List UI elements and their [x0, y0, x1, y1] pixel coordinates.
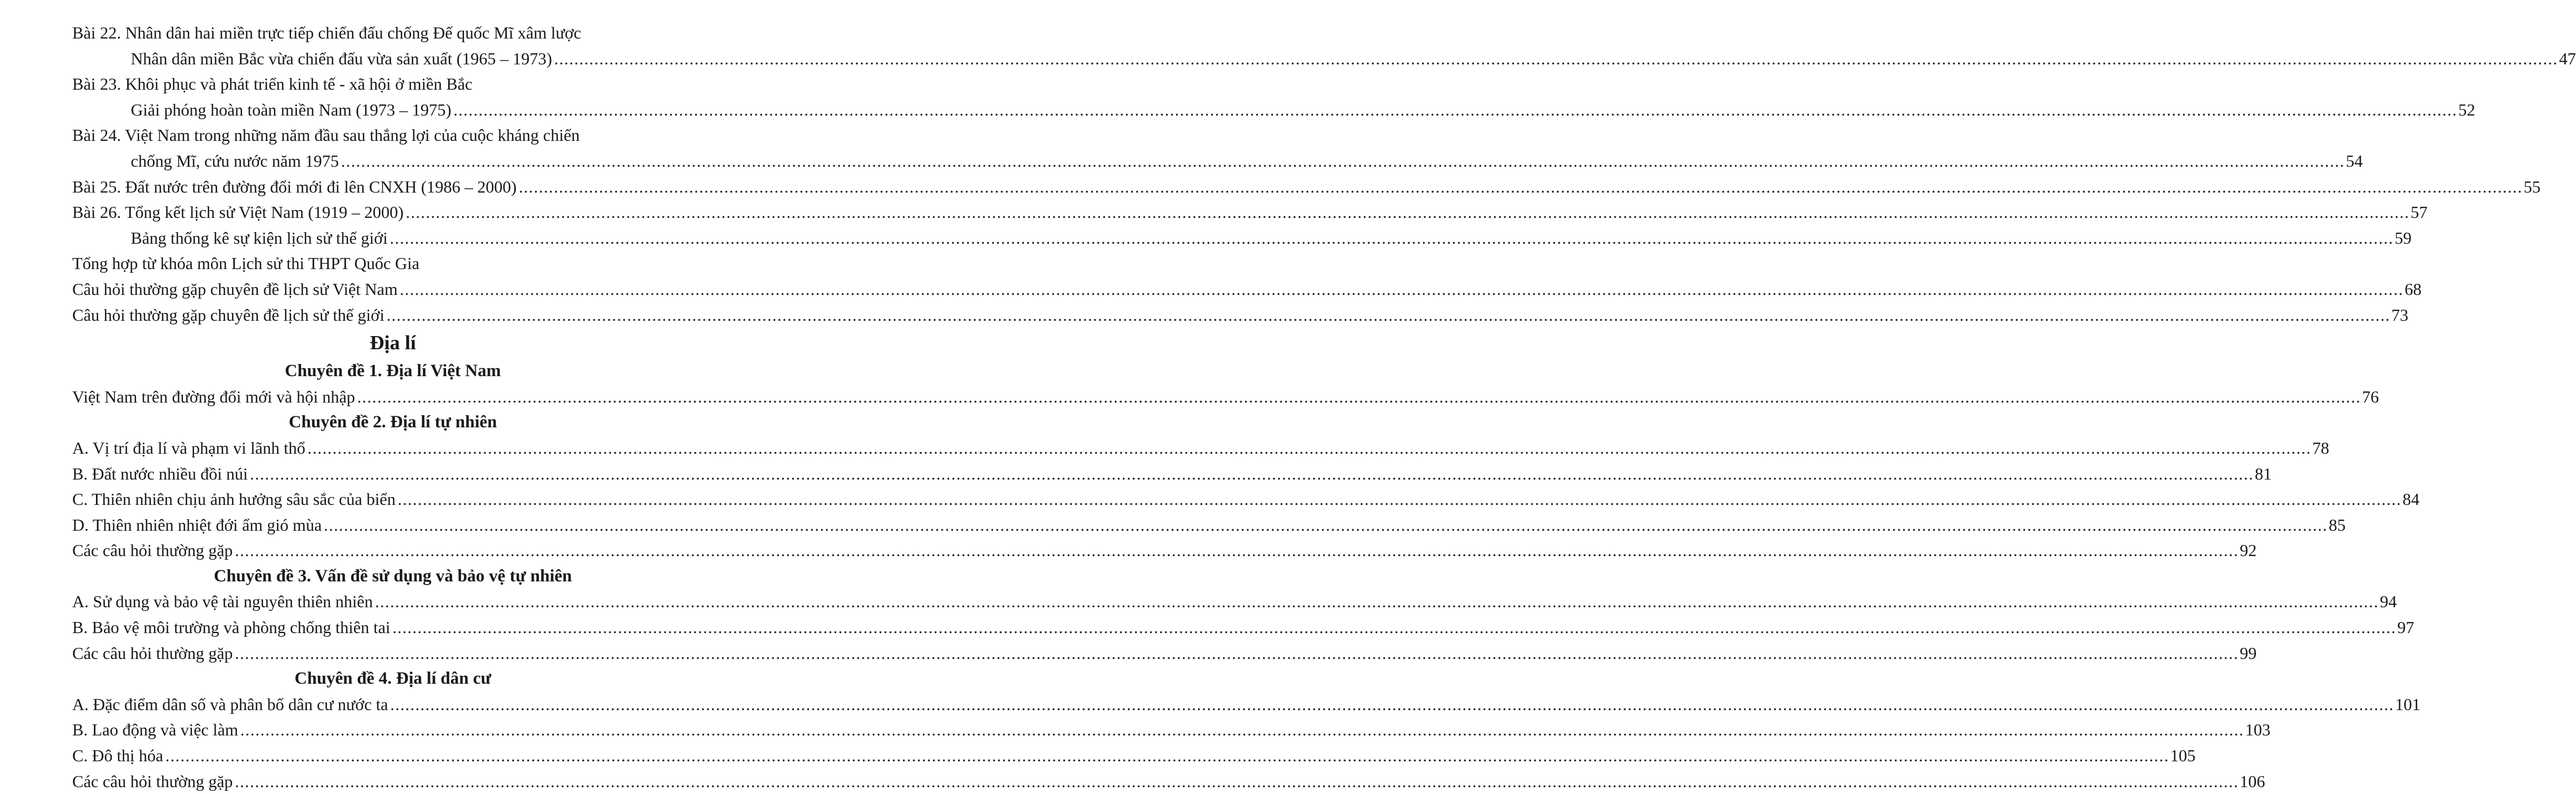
toc-page-number: 99	[2240, 643, 2257, 663]
dot-leader: ................................................................................................................................................................................................................................................................................................................................................................................................................	[235, 771, 2239, 791]
dot-leader: ................................................................................................................................................................................................................................................................................................................................................................................................................	[390, 228, 2394, 247]
toc-entry	[72, 769, 2265, 794]
toc-page-number: 76	[2362, 387, 2379, 406]
dot-leader: ................................................................................................................................................................................................................................................................................................................................................................................................................	[235, 541, 2239, 560]
toc-entry-title: Tổng hợp từ khóa môn Lịch sử thi THPT Quốc Gia	[72, 254, 420, 273]
table-of-contents	[72, 20, 2576, 794]
toc-entry	[72, 640, 2257, 666]
toc-page-number: 103	[2245, 720, 2271, 740]
toc-entry-title: Các câu hỏi thường gặp	[72, 771, 233, 791]
toc-entry-title: A. Đặc điểm dân số và phân bố dân cư nước ta	[72, 694, 388, 714]
toc-entry	[72, 486, 2420, 512]
toc-page-number: 55	[2523, 177, 2541, 196]
toc-entry	[72, 512, 2346, 538]
toc-page-number: 81	[2254, 464, 2272, 483]
toc-page-number: 73	[2391, 305, 2408, 324]
toc-entry-title: Các câu hỏi thường gặp	[72, 541, 233, 560]
toc-entry-title: Bài 23. Khôi phục và phát triển kinh tế - xã hội ở miền Bắc	[72, 74, 472, 94]
dot-leader: ................................................................................................................................................................................................................................................................................................................................................................................................................	[453, 100, 2457, 119]
toc-entry	[72, 174, 2541, 200]
topic-heading: Chuyên đề 2. Địa lí tự nhiên	[288, 413, 497, 432]
toc-entry-title: Bài 25. Đất nước trên đường đổi mới đi lên CNXH (1986 – 2000)	[72, 177, 517, 196]
toc-entry-title: Việt Nam trên đường đổi mới và hội nhập	[72, 387, 355, 406]
dot-leader: ................................................................................................................................................................................................................................................................................................................................................................................................................	[165, 746, 2169, 766]
topic-heading: Chuyên đề 1. Địa lí Việt Nam	[285, 361, 501, 381]
toc-entry-title: Bài 26. Tổng kết lịch sử Việt Nam (1919 – 2000)	[72, 203, 404, 222]
toc-page-number: 94	[2380, 592, 2397, 611]
toc-page-number: 97	[2397, 618, 2415, 637]
toc-page-number: 84	[2403, 490, 2420, 509]
toc-page-number: 54	[2346, 151, 2363, 170]
toc-entry	[72, 199, 2428, 225]
toc-page-number: 78	[2312, 438, 2330, 457]
dot-leader: ................................................................................................................................................................................................................................................................................................................................................................................................................	[554, 49, 2558, 68]
dot-leader: ................................................................................................................................................................................................................................................................................................................................................................................................................	[390, 694, 2394, 714]
dot-leader: ................................................................................................................................................................................................................................................................................................................................................................................................................	[398, 490, 2402, 509]
toc-entry-title: Câu hỏi thường gặp chuyên đề lịch sử thế giới	[72, 305, 384, 324]
toc-entry	[72, 251, 713, 276]
toc-entry	[72, 97, 2475, 123]
dot-leader: ................................................................................................................................................................................................................................................................................................................................................................................................................	[249, 464, 2254, 483]
toc-page-number: 101	[2395, 694, 2420, 714]
dot-leader: ................................................................................................................................................................................................................................................................................................................................................................................................................	[240, 720, 2244, 740]
dot-leader: ................................................................................................................................................................................................................................................................................................................................................................................................................	[357, 387, 2361, 406]
toc-entry-title: Bài 24. Việt Nam trong những năm đầu sau thắng lợi của cuộc kháng chiến	[72, 126, 580, 145]
toc-page-number: 106	[2240, 771, 2265, 791]
toc-entry-title: B. Lao động và việc làm	[72, 720, 238, 740]
toc-entry	[72, 148, 2363, 174]
dot-leader: ................................................................................................................................................................................................................................................................................................................................................................................................................	[375, 592, 2379, 611]
toc-entry-title: A. Sử dụng và bảo vệ tài nguyên thiên nhiên	[72, 592, 373, 611]
dot-leader: ................................................................................................................................................................................................................................................................................................................................................................................................................	[235, 643, 2239, 663]
dot-leader: ................................................................................................................................................................................................................................................................................................................................................................................................................	[399, 279, 2404, 299]
toc-entry	[72, 461, 2272, 487]
dot-leader: ................................................................................................................................................................................................................................................................................................................................................................................................................	[392, 618, 2397, 637]
toc-entry-title: chống Mĩ, cứu nước năm 1975	[131, 151, 339, 170]
toc-entry	[72, 589, 2397, 615]
toc-entry-title: Nhân dân miền Bắc vừa chiến đấu vừa sản xuất (1965 – 1973)	[131, 49, 552, 68]
toc-entry-title: Câu hỏi thường gặp chuyên đề lịch sử Việt Nam	[72, 279, 398, 299]
topic-heading: Chuyên đề 3. Vấn đề sử dụng và bảo vệ tự nhiên	[214, 566, 572, 586]
toc-entry	[72, 538, 2257, 563]
toc-entry-title: Bài 22. Nhân dân hai miền trực tiếp chiến đấu chống Đế quốc Mĩ xâm lược	[72, 23, 582, 42]
toc-page-number: 92	[2240, 541, 2257, 560]
toc-entry	[72, 276, 2421, 302]
toc-page-number: 105	[2170, 746, 2196, 766]
topic-heading: Chuyên đề 4. Địa lí dân cư	[294, 669, 491, 688]
toc-entry	[72, 692, 2420, 718]
toc-page-number: 47	[2559, 49, 2576, 68]
toc-entry-title: Giải phóng hoàn toàn miền Nam (1973 – 1975)	[131, 100, 451, 119]
section-title: Địa lí	[370, 332, 416, 355]
dot-leader: ................................................................................................................................................................................................................................................................................................................................................................................................................	[386, 305, 2390, 324]
toc-entry	[72, 46, 2576, 72]
toc-entry	[72, 225, 2412, 251]
toc-entry	[72, 717, 2271, 743]
toc-page-number: 85	[2329, 515, 2346, 534]
toc-entry-title: Bảng thống kê sự kiện lịch sử thế giới	[131, 228, 388, 247]
toc-page-number: 59	[2395, 228, 2412, 247]
toc-entry	[72, 384, 2379, 410]
toc-entry	[72, 302, 2408, 328]
toc-entry	[72, 122, 713, 148]
toc-entry	[72, 20, 713, 46]
toc-entry-title: B. Bảo vệ môi trường và phòng chống thiên tai	[72, 618, 391, 637]
toc-page-number: 57	[2410, 203, 2428, 222]
dot-leader: ................................................................................................................................................................................................................................................................................................................................................................................................................	[307, 438, 2312, 457]
dot-leader: ................................................................................................................................................................................................................................................................................................................................................................................................................	[518, 177, 2523, 196]
toc-entry	[72, 743, 2196, 769]
toc-entry-title: C. Thiên nhiên chịu ảnh hưởng sâu sắc của biển	[72, 490, 396, 509]
toc-entry	[72, 71, 713, 97]
dot-leader: ................................................................................................................................................................................................................................................................................................................................................................................................................	[406, 203, 2410, 222]
toc-entry-title: C. Đô thị hóa	[72, 746, 163, 766]
toc-entry-title: A. Vị trí địa lí và phạm vi lãnh thổ	[72, 438, 306, 457]
dot-leader: ................................................................................................................................................................................................................................................................................................................................................................................................................	[324, 515, 2328, 534]
toc-entry-title: D. Thiên nhiên nhiệt đới ẩm gió mùa	[72, 515, 322, 534]
toc-entry	[72, 435, 2330, 461]
toc-page-number: 52	[2458, 100, 2475, 119]
toc-entry	[72, 615, 2415, 640]
toc-entry-title: Các câu hỏi thường gặp	[72, 643, 233, 663]
toc-page-number: 68	[2404, 279, 2421, 299]
toc-entry-title: B. Đất nước nhiều đồi núi	[72, 464, 248, 483]
dot-leader: ................................................................................................................................................................................................................................................................................................................................................................................................................	[341, 151, 2345, 170]
